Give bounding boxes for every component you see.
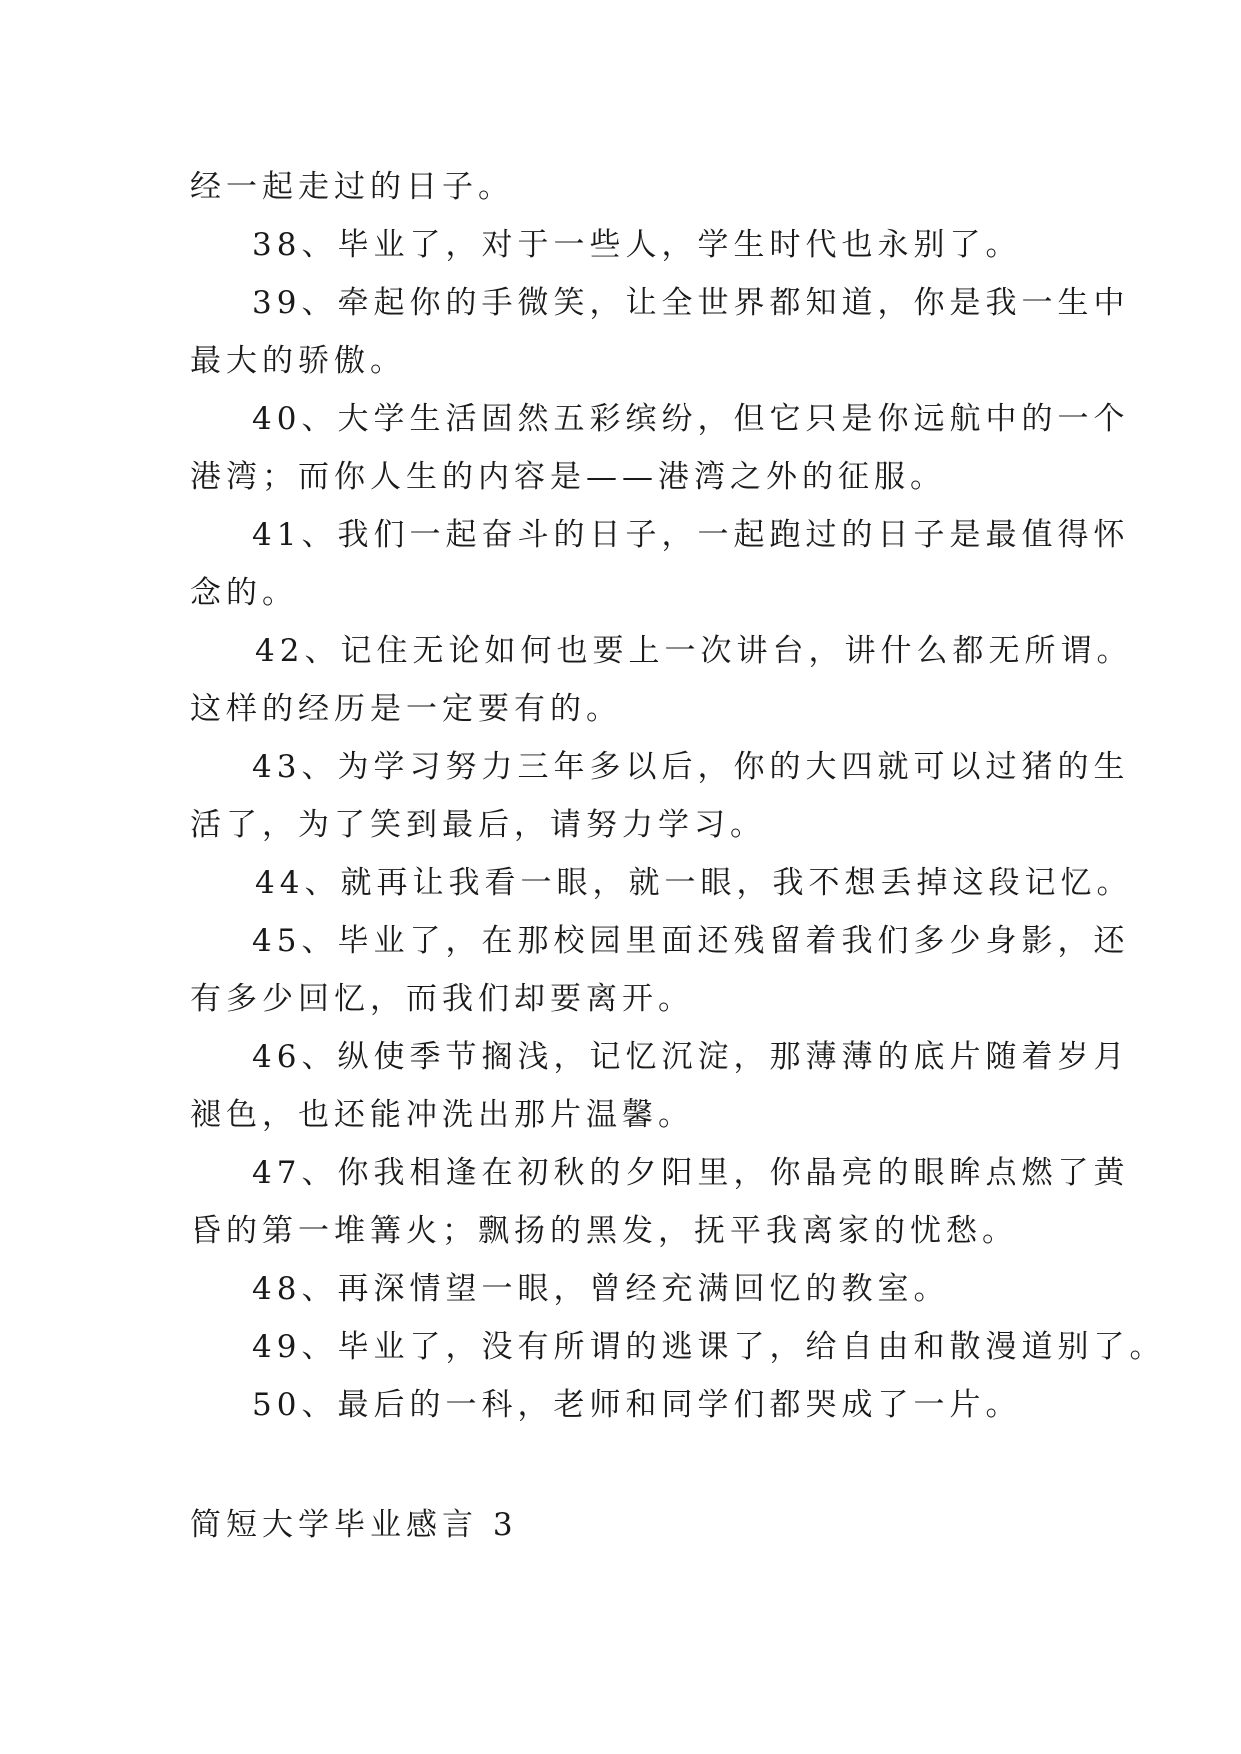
text-line: 50、最后的一科，老师和同学们都哭成了一片。	[252, 1387, 1022, 1423]
text-line: 49、毕业了，没有所谓的逃课了，给自由和散漫道别了。	[252, 1329, 1166, 1365]
text-line: 42、记住无论如何也要上一次讲台，讲什么都无所谓。	[255, 633, 1133, 669]
text-line: 褪色，也还能冲洗出那片温馨。	[190, 1097, 694, 1133]
text-line: 41、我们一起奋斗的日子，一起跑过的日子是最值得怀	[252, 517, 1130, 553]
text-line: 活了，为了笑到最后，请努力学习。	[190, 807, 766, 843]
text-line: 港湾；而你人生的内容是——港湾之外的征服。	[190, 459, 946, 495]
text-line: 经一起走过的日子。	[190, 169, 514, 205]
text-line: 46、纵使季节搁浅，记忆沉淀，那薄薄的底片随着岁月	[252, 1039, 1130, 1075]
text-line: 38、毕业了，对于一些人，学生时代也永别了。	[252, 227, 1022, 263]
text-line: 47、你我相逢在初秋的夕阳里，你晶亮的眼眸点燃了黄	[252, 1155, 1130, 1191]
text-line: 这样的经历是一定要有的。	[190, 691, 622, 727]
section-heading: 简短大学毕业感言 3	[190, 1507, 518, 1543]
text-line: 44、就再让我看一眼，就一眼，我不想丢掉这段记忆。	[255, 865, 1133, 901]
text-line: 昏的第一堆篝火；飘扬的黑发，抚平我离家的忧愁。	[190, 1213, 1018, 1249]
text-line: 43、为学习努力三年多以后，你的大四就可以过猪的生	[252, 749, 1130, 785]
text-line: 45、毕业了，在那校园里面还残留着我们多少身影，还	[252, 923, 1130, 959]
text-line: 39、牵起你的手微笑，让全世界都知道，你是我一生中	[252, 285, 1130, 321]
text-line: 40、大学生活固然五彩缤纷，但它只是你远航中的一个	[252, 401, 1130, 437]
text-line: 48、再深情望一眼，曾经充满回忆的教室。	[252, 1271, 950, 1307]
text-line: 有多少回忆，而我们却要离开。	[190, 981, 694, 1017]
text-line: 最大的骄傲。	[190, 343, 406, 379]
text-line: 念的。	[190, 575, 298, 611]
